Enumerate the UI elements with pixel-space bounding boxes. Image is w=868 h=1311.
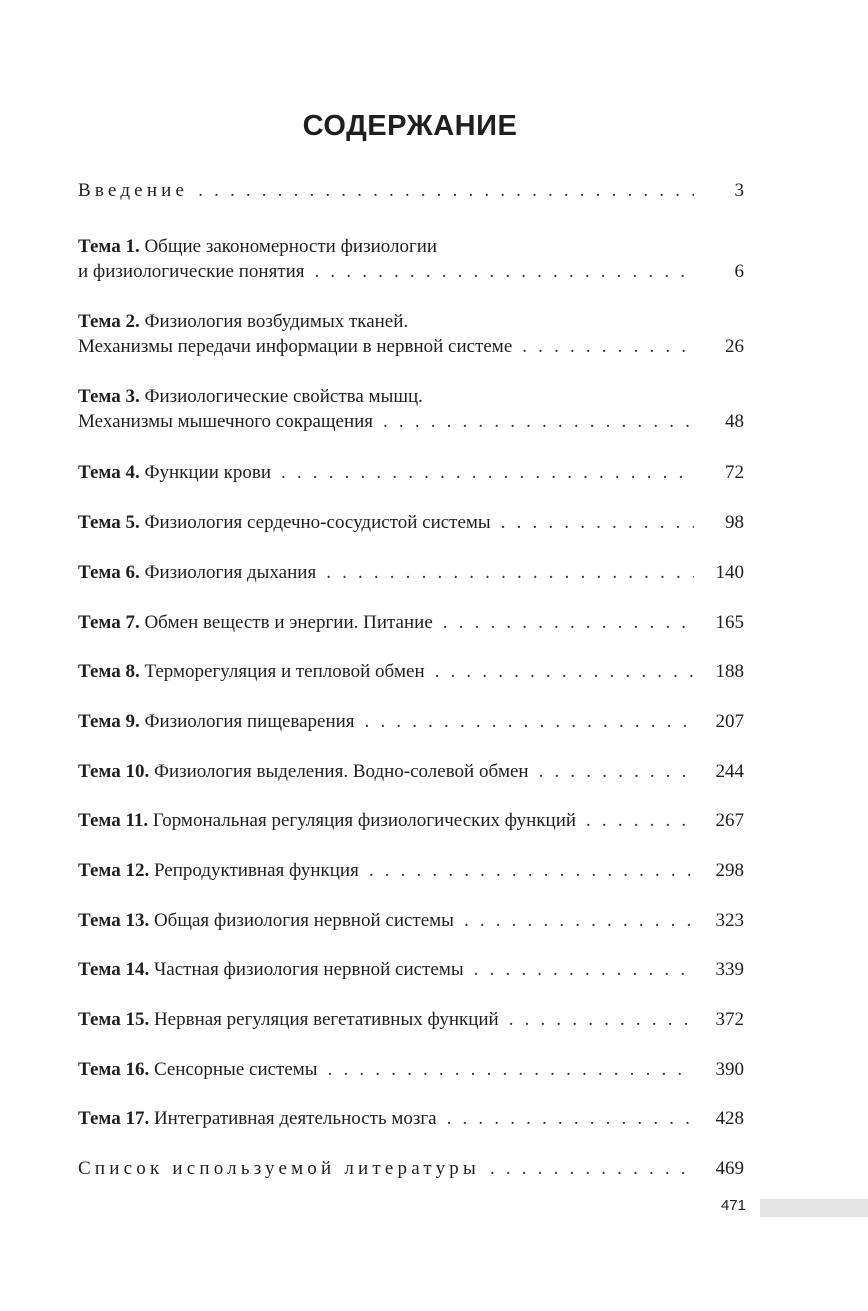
toc-entry-topic-8[interactable]: [78, 659, 744, 684]
toc-topic-number: Тема 4.: [78, 462, 140, 483]
toc-entry-title: Физиология дыхания: [144, 562, 317, 583]
folio-bar: [760, 1199, 868, 1217]
toc-entry-title: Физиология сердечно-сосудистой системы: [144, 512, 491, 533]
toc-entry-topic-15[interactable]: [78, 1007, 744, 1032]
dot-leader: [365, 709, 694, 734]
toc-entry-introduction[interactable]: [78, 178, 744, 203]
toc-entry-title-continued: и физиологические понятия: [78, 261, 305, 282]
toc-page-number: 298: [715, 860, 744, 881]
dot-leader: [435, 659, 694, 684]
toc-entry-title: Частная физиология нервной системы: [153, 959, 464, 980]
dot-leader: [383, 409, 694, 434]
toc-topic-number: Тема 10.: [78, 761, 150, 782]
toc-entry-title: Интегративная деятельность мозга: [153, 1108, 437, 1129]
toc-entry-topic-17[interactable]: [78, 1106, 744, 1131]
toc-page-number: 244: [715, 761, 744, 782]
toc-page-number: 72: [725, 462, 744, 483]
toc-entry-title: Репродуктивная функция: [153, 860, 359, 881]
toc-entry-topic-6[interactable]: [78, 560, 744, 585]
dot-leader: [198, 178, 694, 203]
toc-entry-topic-10[interactable]: [78, 759, 744, 784]
toc-entry-topic-1[interactable]: [78, 234, 744, 284]
toc-entry-title: Нервная регуляция вегетативных функций: [153, 1009, 499, 1030]
toc-page-number: 98: [725, 512, 744, 533]
toc-topic-number: Тема 14.: [78, 959, 150, 980]
toc-entry-topic-14[interactable]: [78, 957, 744, 982]
toc-entry-title: Физиология возбудимых тканей.: [144, 311, 409, 332]
dot-leader: [522, 334, 694, 359]
toc-topic-number: Тема 1.: [78, 236, 140, 257]
dot-leader: [509, 1007, 694, 1032]
toc-page-number: 165: [715, 612, 744, 633]
toc-topic-number: Тема 16.: [78, 1059, 150, 1080]
toc-page-number: 140: [715, 562, 744, 583]
toc-page-number: 339: [715, 959, 744, 980]
toc-entry-title: Физиологические свойства мышц.: [144, 386, 423, 407]
toc-entry-title: Общие закономерности физиологии: [144, 236, 438, 257]
toc-topic-number: Тема 15.: [78, 1009, 150, 1030]
toc-entry-topic-13[interactable]: [78, 908, 744, 933]
toc-entry-title: Физиология пищеварения: [144, 711, 355, 732]
toc-entry-title-continued: Механизмы мышечного сокращения: [78, 411, 374, 432]
toc-entry-topic-5[interactable]: [78, 510, 744, 535]
toc-topic-number: Тема 7.: [78, 612, 140, 633]
dot-leader: [501, 510, 694, 535]
toc-topic-number: Тема 6.: [78, 562, 140, 583]
toc-entry-topic-2[interactable]: [78, 309, 744, 359]
dot-leader: [490, 1156, 694, 1181]
toc-page-number: 6: [734, 261, 744, 282]
page-number: 471: [720, 1197, 746, 1214]
toc-entry-topic-9[interactable]: [78, 709, 744, 734]
toc-page-number: 323: [715, 910, 744, 931]
toc-entry-title: Сенсорные системы: [153, 1059, 318, 1080]
toc-entry-references[interactable]: [78, 1156, 744, 1181]
toc-topic-number: Тема 2.: [78, 311, 140, 332]
toc-page-number: 207: [715, 711, 744, 732]
toc-page-number: 428: [715, 1108, 744, 1129]
toc-entry-topic-12[interactable]: [78, 858, 744, 883]
dot-leader: [326, 560, 694, 585]
toc-entry-title: Обмен веществ и энергии. Питание: [144, 612, 433, 633]
dot-leader: [539, 759, 694, 784]
toc-page-number: 48: [725, 411, 744, 432]
toc-topic-number: Тема 12.: [78, 860, 150, 881]
toc-topic-number: Тема 8.: [78, 661, 140, 682]
toc-entry-title: Гормональная регуляция физиологических функций: [152, 810, 577, 831]
dot-leader: [443, 610, 694, 635]
toc-entry-title: Список используемой литературы: [78, 1158, 480, 1179]
toc-page-number: 390: [715, 1059, 744, 1080]
toc-page-number: 26: [725, 336, 744, 357]
toc-entry-topic-7[interactable]: [78, 610, 744, 635]
toc-page-number: 188: [715, 661, 744, 682]
toc-topic-number: Тема 13.: [78, 910, 150, 931]
toc-topic-number: Тема 3.: [78, 386, 140, 407]
toc-page-number: 3: [734, 180, 744, 201]
dot-leader: [369, 858, 694, 883]
toc-topic-number: Тема 17.: [78, 1108, 150, 1129]
toc-entry-title: Физиология выделения. Водно-солевой обмен: [153, 761, 529, 782]
dot-leader: [464, 908, 694, 933]
toc-topic-number: Тема 11.: [78, 810, 149, 831]
toc-entry-topic-16[interactable]: [78, 1057, 744, 1082]
toc-entry-title: Функции крови: [144, 462, 271, 483]
dot-leader: [474, 957, 694, 982]
toc-topic-number: Тема 9.: [78, 711, 140, 732]
dot-leader: [328, 1057, 694, 1082]
toc-page-number: 267: [715, 810, 744, 831]
toc-entry-title-continued: Механизмы передачи информации в нервной системе: [78, 336, 513, 357]
dot-leader: [586, 808, 694, 833]
page-title: СОДЕРЖАНИЕ: [302, 110, 518, 142]
toc-topic-number: Тема 5.: [78, 512, 140, 533]
toc-entry-topic-11[interactable]: [78, 808, 744, 833]
toc-page-number: 372: [715, 1009, 744, 1030]
toc-entry-topic-3[interactable]: [78, 384, 744, 434]
toc-page-number: 469: [715, 1158, 744, 1179]
toc-entry-topic-4[interactable]: [78, 460, 744, 485]
toc-entry-title: Терморегуляция и тепловой обмен: [144, 661, 425, 682]
dot-leader: [447, 1106, 694, 1131]
toc-entry-title: Общая физиология нервной системы: [153, 910, 454, 931]
toc-entry-title: Введение: [78, 180, 189, 201]
dot-leader: [281, 460, 694, 485]
dot-leader: [315, 259, 694, 284]
